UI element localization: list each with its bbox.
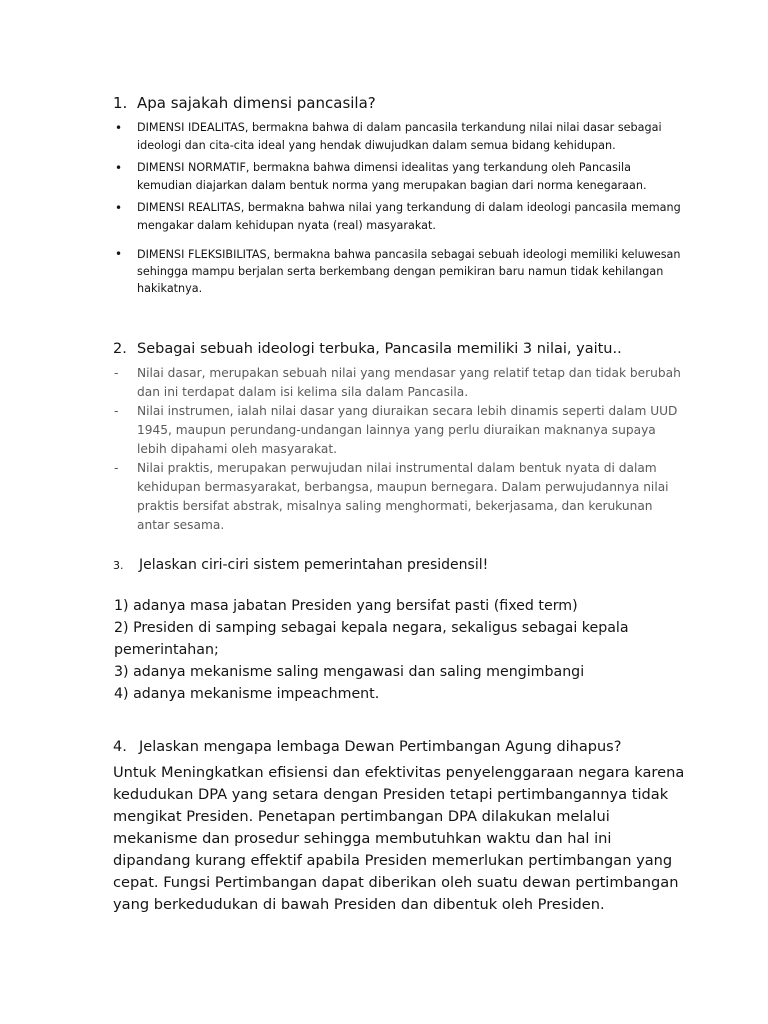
- answer-3-item: 3) adanya mekanisme saling mengawasi dan saling mengimbangi: [114, 664, 585, 680]
- question-1-number: 1.: [113, 94, 128, 112]
- dimension-normatif: • DIMENSI NORMATIF, bermakna bahwa dimensi idealitas yang terkandung oleh Pancasila kemudian diajarkan dalam bentuk norma yang merupakan bagian dari norma kenegaraan.: [113, 159, 683, 195]
- answer-3-item: 2) Presiden di samping sebagai kepala negara, sekaligus sebagai kepala pemerintahan;: [114, 620, 629, 658]
- question-3-text: Jelaskan ciri-ciri sistem pemerintahan presidensil!: [139, 557, 489, 573]
- value-praktis: - Nilai praktis, merupakan perwujudan nilai instrumental dalam bentuk nyata di dalam kehidupan bermasyarakat, berbangsa, maupun bernegara. Dalam perwujudannya nilai praktis bersifat abstrak, misalnya saling menghormati, bekerjasama, dan kerukunan antar sesama.: [113, 459, 683, 535]
- question-3: [113, 557, 488, 573]
- answer-3-item: 1) adanya masa jabatan Presiden yang bersifat pasti (fixed term): [114, 598, 578, 614]
- answer-3-item: 4) adanya mekanisme impeachment.: [114, 686, 380, 702]
- dimension-list: [113, 119, 683, 301]
- answer-3-list: [114, 595, 694, 705]
- question-2: [113, 341, 622, 357]
- question-4-number: 4.: [113, 739, 127, 755]
- answer-4-paragraph: Untuk Meningkatkan efisiensi dan efektivitas penyelenggaraan negara karena kedudukan DPA yang setara dengan Presiden tetapi pertimbangannya tidak mengikat Presiden. Penetapan pertimbangan DPA dilakukan melalui mekanisme dan prosedur sehingga membutuhkan waktu dan hal ini dipandang kurang effektif apabila Presiden memerlukan pertimbangan yang cepat. Fungsi Pertimbangan dapat diberikan oleh suatu dewan pertimbangan yang berkedudukan di bawah Presiden dan dibentuk oleh Presiden.: [113, 764, 685, 913]
- value-dasar: - Nilai dasar, merupakan sebuah nilai yang mendasar yang relatif tetap dan tidak berubah dan ini terdapat dalam isi kelima sila dalam Pancasila.: [113, 364, 683, 402]
- question-4-text: Jelaskan mengapa lembaga Dewan Pertimbangan Agung dihapus?: [139, 739, 622, 755]
- dimension-realitas: • DIMENSI REALITAS, bermakna bahwa nilai yang terkandung di dalam ideologi pancasila memang mengakar dalam kehidupan nyata (real) masyarakat.: [113, 199, 683, 235]
- question-2-text: Sebagai sebuah ideologi terbuka, Pancasila memiliki 3 nilai, yaitu..: [137, 341, 622, 357]
- dimension-idealitas: • DIMENSI IDEALITAS, bermakna bahwa di dalam pancasila terkandung nilai nilai dasar sebagai ideologi dan cita-cita ideal yang hendak diwujudkan dalam semua bidang kehidupan.: [113, 119, 683, 155]
- dimension-fleksibilitas: • DIMENSI FLEKSIBILITAS, bermakna bahwa pancasila sebagai sebuah ideologi memiliki keluwesan sehingga mampu berjalan serta berkembang dengan pemikiran baru namun tidak kehilangan hakikatnya.: [113, 246, 683, 297]
- value-instrumen: - Nilai instrumen, ialah nilai dasar yang diuraikan secara lebih dinamis seperti dalam UUD 1945, maupun perundang-undangan lainnya yang perlu diuraikan maknanya supaya lebih dipahami oleh masyarakat.: [113, 402, 683, 459]
- question-3-number: 3.: [113, 559, 124, 572]
- question-1: [113, 94, 376, 112]
- question-1-text: Apa sajakah dimensi pancasila?: [137, 94, 376, 112]
- values-list: [113, 364, 683, 535]
- question-2-number: 2.: [113, 341, 127, 357]
- question-4: [113, 739, 621, 755]
